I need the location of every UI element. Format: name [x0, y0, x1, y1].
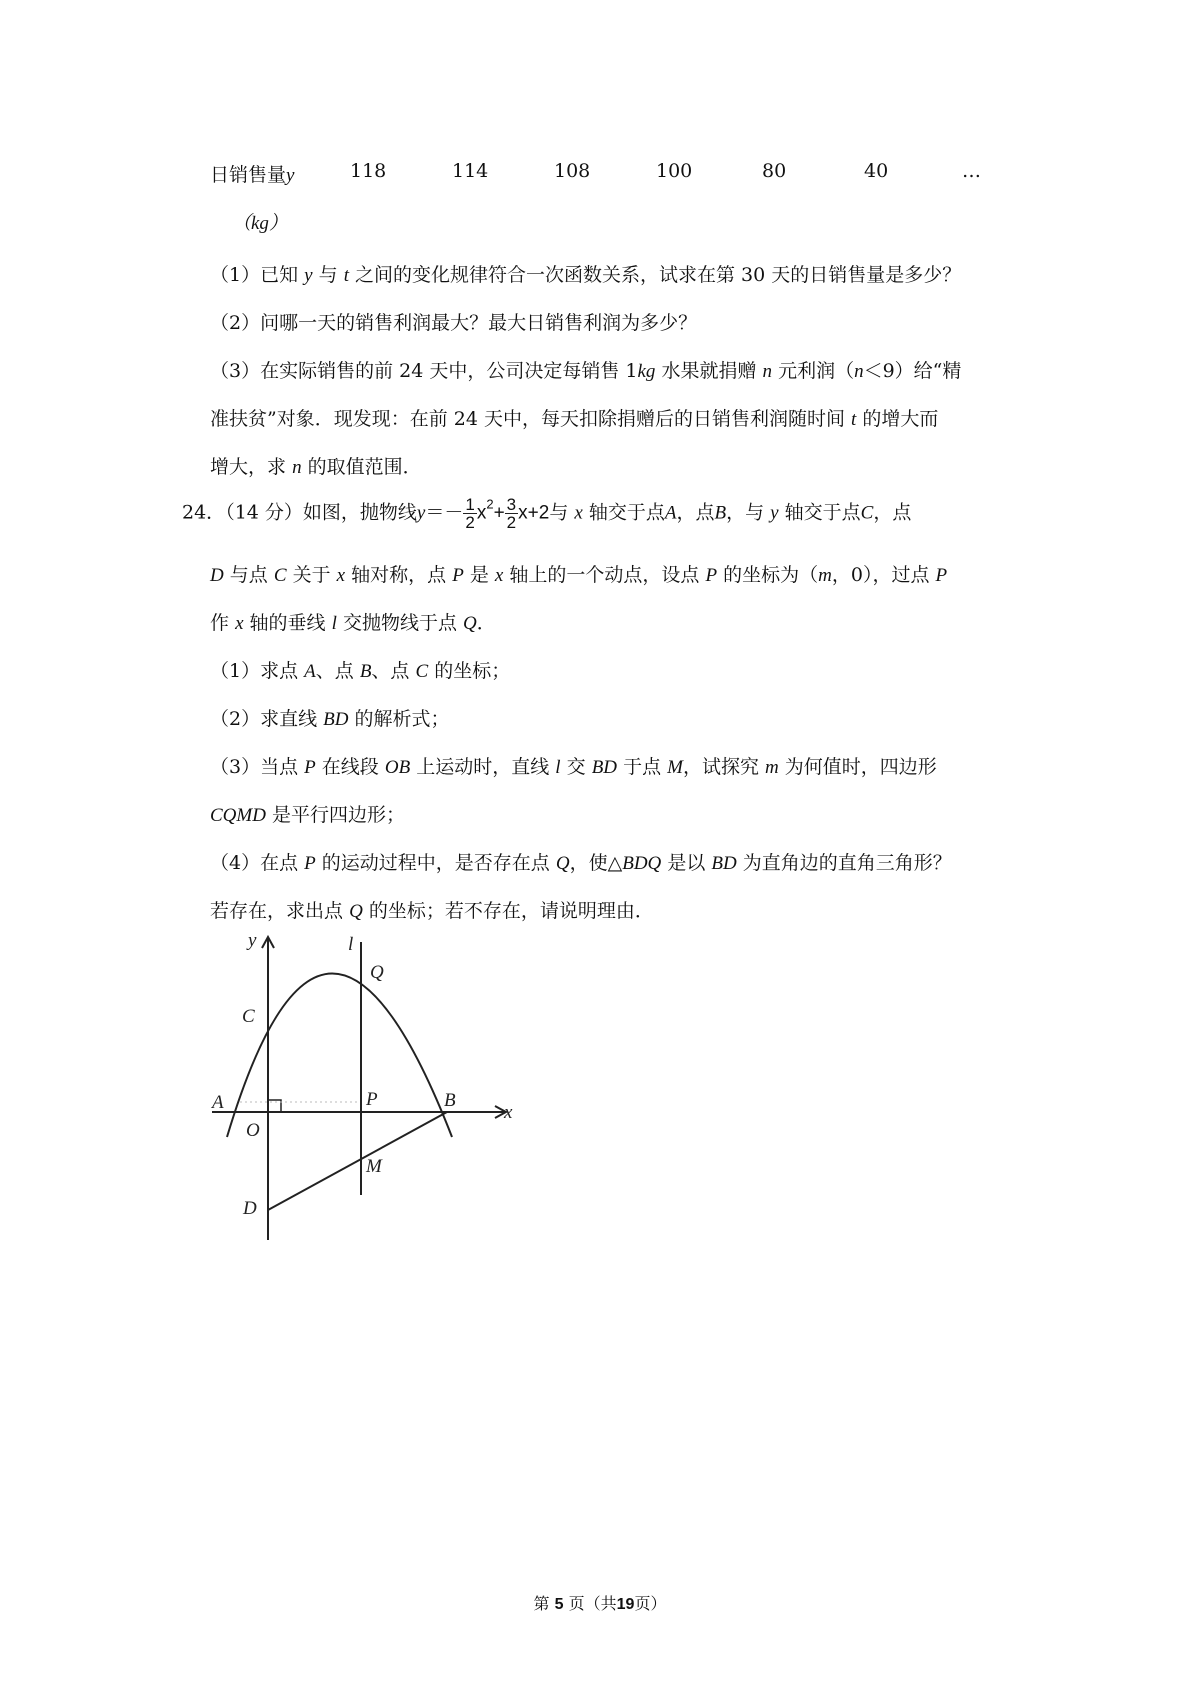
q24-line1: 24．（14 分）如图，抛物线y＝－ $\frac{1}{2}$ $x^2+$ $\frac{3}{2}$ x+2与 x 轴交于点A，点B，与 y 轴交于点C，点	[182, 495, 912, 532]
label-B: B	[444, 1090, 456, 1111]
q23-part2: （2）问哪一天的销售利润最大？最大日销售利润为多少？	[210, 312, 698, 334]
table-row-label: 日销售量y	[210, 164, 295, 186]
fraction-one-half: $\frac{1}{2}$	[465, 495, 475, 532]
q24-line2: D 与点 C 关于 x 轴对称，点 P 是 x 轴上的一个动点，设点 P 的坐标为（m，0），过点 P	[210, 564, 948, 586]
line-bd	[268, 1112, 447, 1210]
table-row-unit: （kg）	[232, 213, 288, 234]
label-P: P	[366, 1089, 378, 1110]
q23-part1: （1）已知 y 与 t 之间的变化规律符合一次函数关系，试求在第 30 天的日销售量是多少？	[210, 264, 962, 286]
label-x: x	[504, 1102, 513, 1123]
q24-sub2: （2）求直线 BD 的解析式；	[210, 708, 450, 730]
q23-part3-line1: （3）在实际销售的前 24 天中，公司决定每销售 1kg 水果就捐赠 n 元利润（n＜9）给“精	[210, 360, 962, 382]
table-cell: 100	[656, 160, 693, 182]
q24-sub4-line1: （4）在点 P 的运动过程中，是否存在点 Q，使△BDQ 是以 BD 为直角边的直角三角形？	[210, 852, 952, 874]
q24-sub4-line2: 若存在，求出点 Q 的坐标；若不存在，请说明理由．	[210, 900, 654, 922]
q24-line3: 作 x 轴的垂线 l 交抛物线于点 Q．	[210, 612, 496, 634]
q23-part3-line3: 增大，求 n 的取值范围．	[210, 456, 422, 478]
table-cell: …	[962, 160, 981, 182]
q24-sub1: （1）求点 A、点 B、点 C 的坐标；	[210, 660, 511, 682]
q24-sub3-line2: CQMD 是平行四边形；	[210, 804, 406, 826]
label-Q: Q	[370, 962, 384, 983]
table-cell: 80	[762, 160, 787, 182]
q24-sub3-line1: （3）当点 P 在线段 OB 上运动时，直线 l 交 BD 于点 M，试探究 m 为何值时，四边形	[210, 756, 937, 778]
label-l: l	[348, 934, 354, 955]
table-cell: 40	[864, 160, 889, 182]
q23-part3-line2: 准扶贫”对象．现发现：在前 24 天中，每天扣除捐赠后的日销售利润随时间 t 的增大而	[210, 408, 939, 430]
label-C: C	[242, 1006, 255, 1027]
label-M: M	[366, 1156, 382, 1177]
label-D: D	[243, 1198, 257, 1219]
fraction-three-halves: $\frac{3}{2}$	[506, 495, 517, 532]
table-cell: 118	[350, 160, 387, 182]
page-footer: 第 5 页（共19页）	[533, 1594, 667, 1613]
table-cell: 108	[554, 160, 591, 182]
right-angle-mark	[268, 1100, 281, 1112]
table-cell: 114	[452, 160, 489, 182]
label-y: y	[248, 930, 257, 951]
label-O: O	[246, 1120, 260, 1141]
label-A: A	[212, 1092, 224, 1113]
